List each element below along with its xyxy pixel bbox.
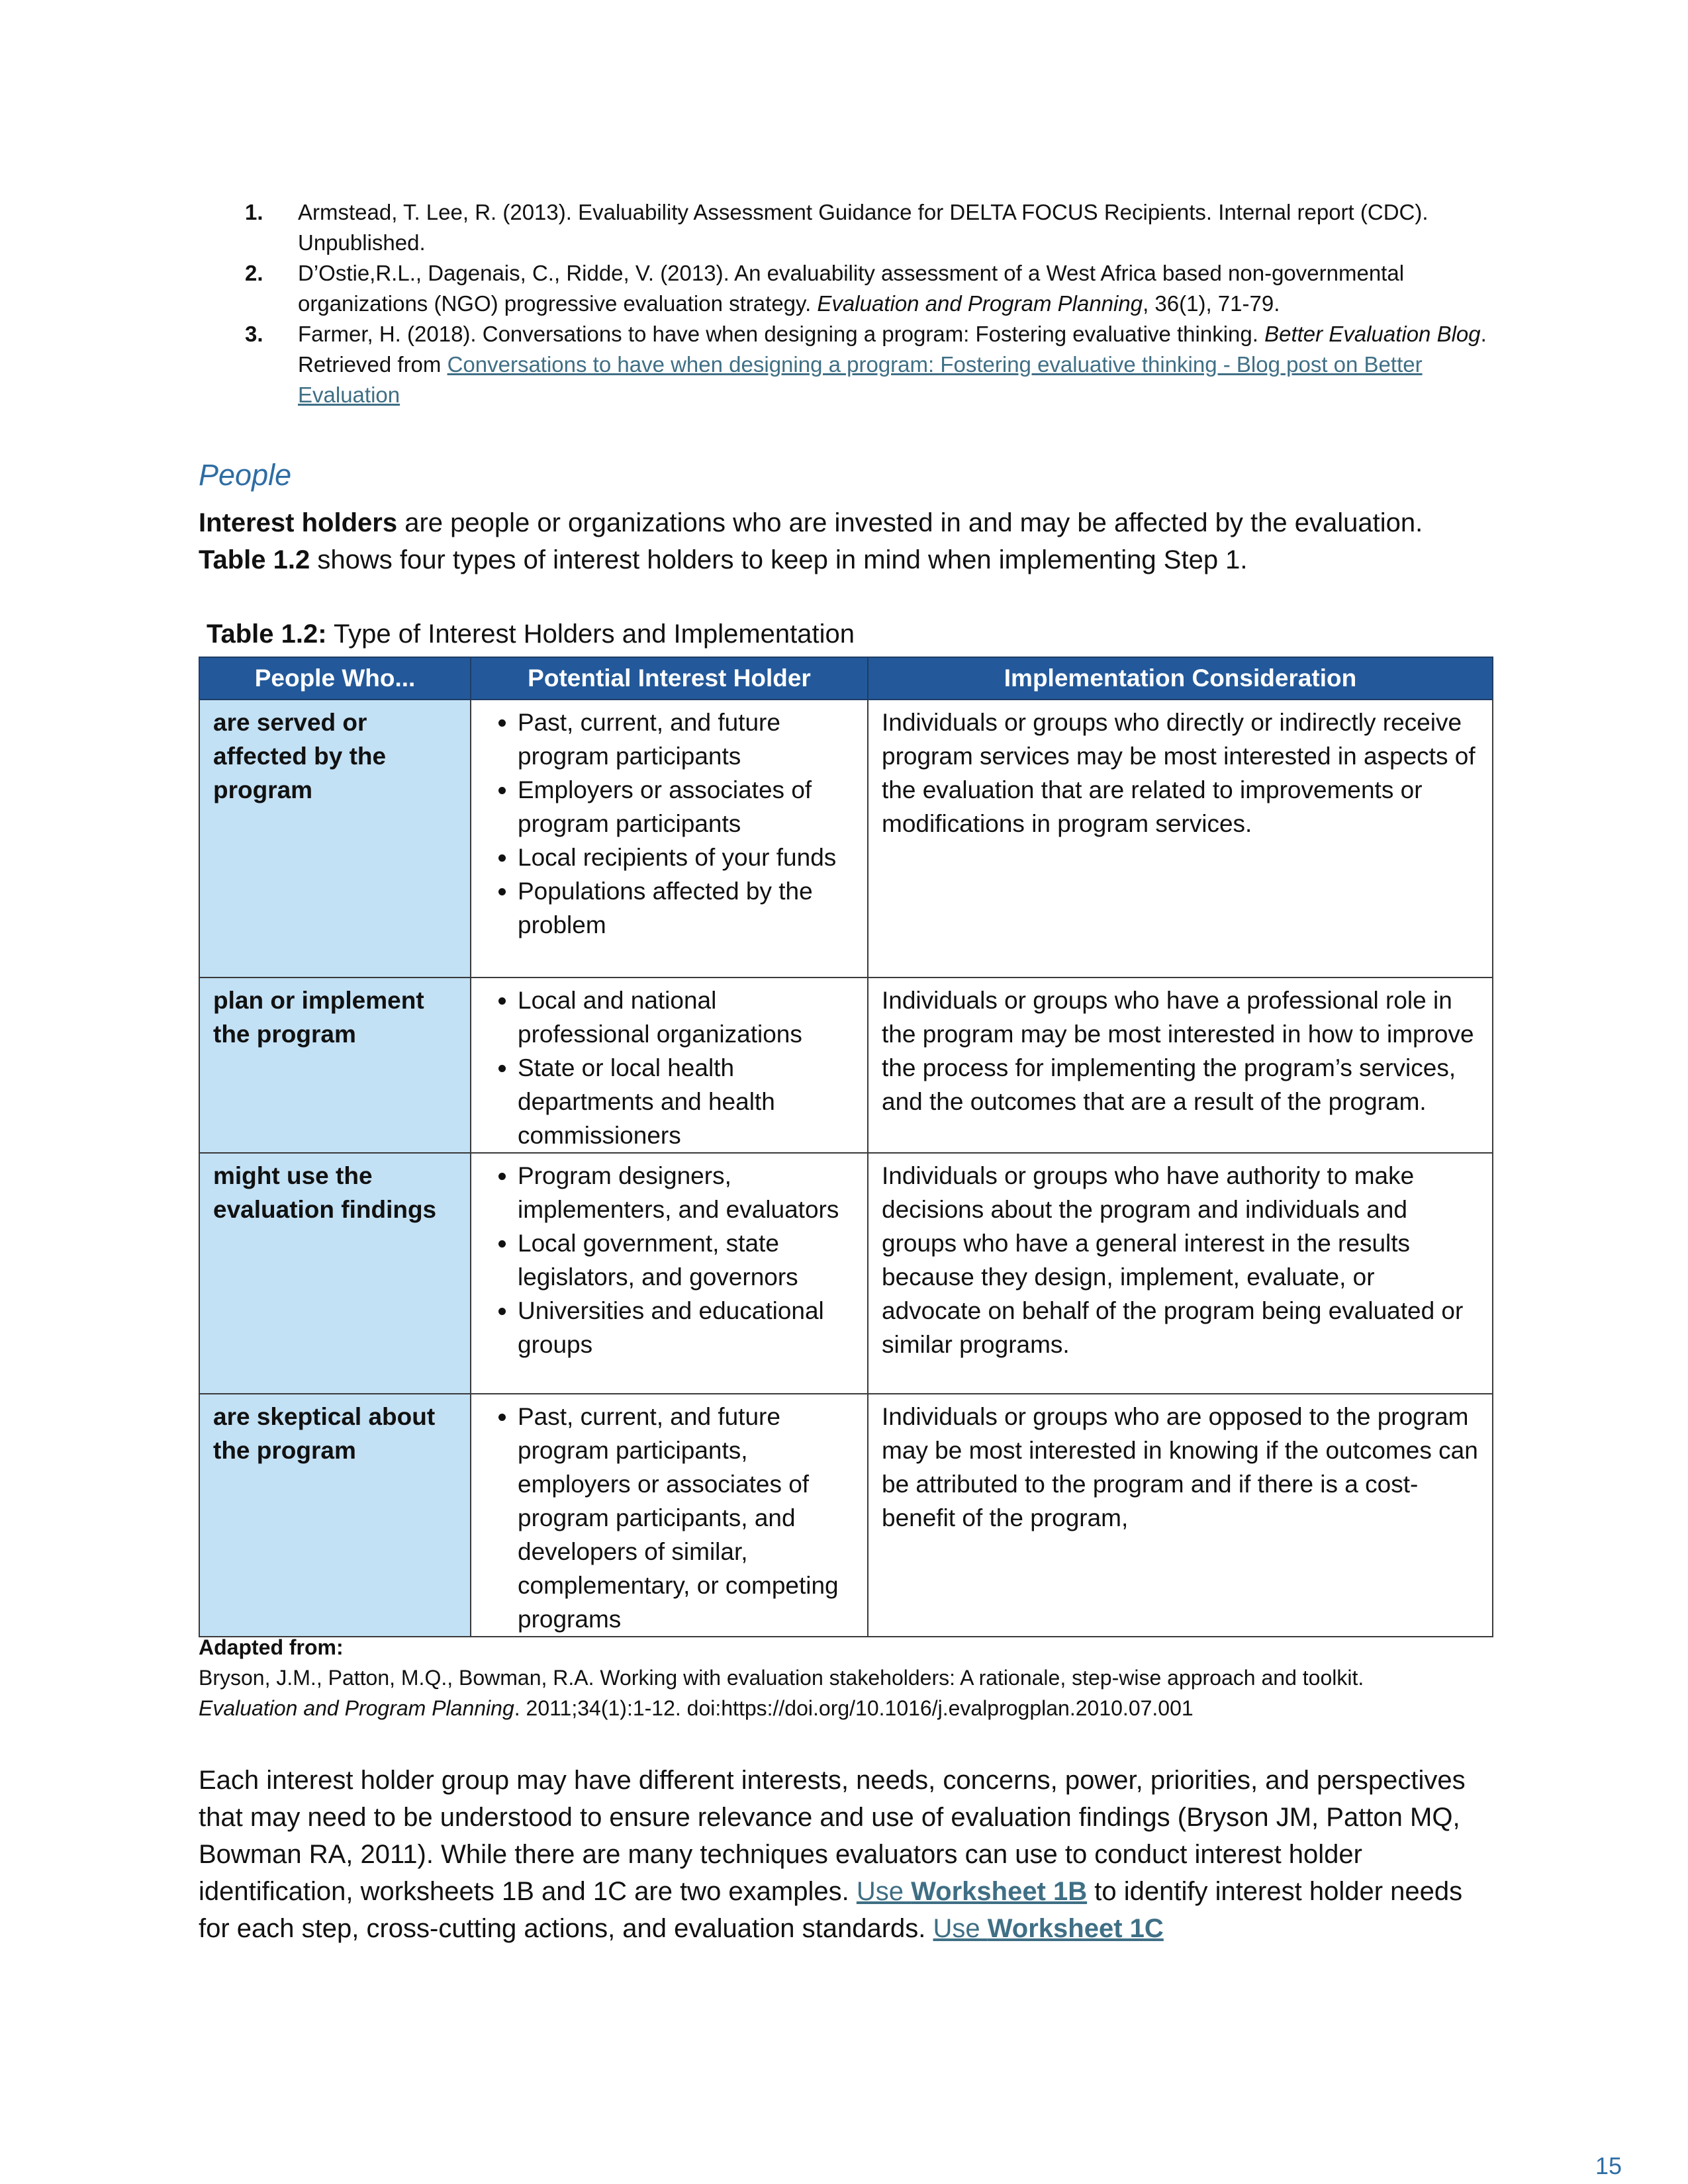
people-who-cell: plan or implement the program: [199, 978, 471, 1153]
link-label: Worksheet 1B: [911, 1877, 1088, 1906]
link-prefix: Use: [856, 1877, 912, 1906]
table-row: [199, 978, 1493, 1153]
link-prefix: Use: [933, 1914, 988, 1943]
intro-term: Interest holders: [199, 508, 398, 537]
interest-holder-cell: [471, 1394, 868, 1637]
intro-text: shows four types of interest holders to keep in mind when implementing Step 1.: [310, 545, 1248, 574]
source-citation: . 2011;34(1):1-12. doi:https://doi.org/10.1016/j.evalprogplan.2010.07.001: [514, 1696, 1194, 1720]
interest-holder-cell: [471, 1153, 868, 1394]
holder-item: • Local and national professional organizations: [518, 983, 854, 1051]
reference-item: [245, 197, 1489, 258]
source-journal: Evaluation and Program Planning: [199, 1696, 514, 1720]
holder-item: • Local government, state legislators, and governors: [518, 1226, 854, 1294]
reference-number: 1.: [245, 200, 263, 224]
column-header: People Who...: [199, 657, 471, 700]
consideration-cell: Individuals or groups who directly or indirectly receive program services may be most interested in aspects of the evaluation that are related to improvements or modifications in program services.: [868, 700, 1493, 978]
consideration-cell: Individuals or groups who are opposed to the program may be most interested in knowing if the outcomes can be attributed to the program and if there is a cost-benefit of the program,: [868, 1394, 1493, 1637]
consideration-cell: Individuals or groups who have authority to make decisions about the program and individuals and groups who have a general interest in the results because they design, implement, evaluate, or advocate on behalf of the program being evaluated or similar programs.: [868, 1153, 1493, 1394]
table-row: [199, 1394, 1493, 1637]
table-row: [199, 700, 1493, 978]
source-note: [199, 1632, 1496, 1723]
intro-text: are people or organizations who are invested in and may be affected by the evaluation.: [397, 508, 1423, 537]
people-who-cell: are served or affected by the program: [199, 700, 471, 978]
caption-text: Type of Interest Holders and Implementation: [326, 619, 855, 649]
source-text: Bryson, J.M., Patton, M.Q., Bowman, R.A. Working with evaluation stakeholders: A rationale, step-wise approach and toolkit.: [199, 1666, 1364, 1690]
interest-holders-table: [199, 657, 1493, 1637]
intro-table-ref: Table 1.2: [199, 545, 310, 574]
interest-holder-cell: [471, 700, 868, 978]
reference-item: [245, 258, 1489, 319]
reference-journal: Better Evaluation Blog: [1264, 322, 1481, 346]
people-who-cell: are skeptical about the program: [199, 1394, 471, 1637]
holder-item: • Local recipients of your funds: [518, 841, 854, 874]
caption-label: Table 1.2:: [207, 619, 327, 649]
people-who-cell: might use the evaluation findings: [199, 1153, 471, 1394]
table-header-row: [199, 657, 1493, 700]
link-label: Worksheet 1C: [987, 1914, 1164, 1943]
reference-item: [245, 319, 1489, 410]
interest-holder-cell: [471, 978, 868, 1153]
holder-item: • State or local health departments and health commissioners: [518, 1051, 854, 1152]
worksheet-1c-link[interactable]: [933, 1914, 1164, 1943]
reference-text: D’Ostie,R.L., Dagenais, C., Ridde, V. (2013). An evaluability assessment of a West Africa based non-governmental organizations (NGO) progressive evaluation strategy.: [298, 261, 1405, 316]
closing-text: to identify interest holder needs for each step, cross-cutting actions, and evaluation standards.: [199, 1877, 1463, 1943]
consideration-cell: Individuals or groups who have a professional role in the program may be most interested in how to improve the process for implementing the program’s services, and the outcomes that are a result of the program.: [868, 978, 1493, 1153]
worksheet-1b-link[interactable]: [857, 1877, 1087, 1906]
blog-post-link[interactable]: Conversations to have when designing a program: Fostering evaluative thinking - Blog post on Better Evaluation: [298, 352, 1423, 407]
table-row: [199, 1153, 1493, 1394]
intro-paragraph: [199, 504, 1489, 578]
holder-item: • Past, current, and future program participants: [518, 705, 854, 773]
holder-item: • Past, current, and future program participants, employers or associates of program participants, and developers of similar, complementary, or competing programs: [518, 1400, 854, 1636]
reference-text: Armstead, T. Lee, R. (2013). Evaluability Assessment Guidance for DELTA FOCUS Recipients. Internal report (CDC). Unpublished.: [298, 200, 1429, 255]
holder-item: • Employers or associates of program participants: [518, 773, 854, 841]
column-header: Implementation Consideration: [868, 657, 1493, 700]
reference-list: [245, 197, 1489, 410]
reference-number: 2.: [245, 261, 263, 285]
closing-text: Each interest holder group may have different interests, needs, concerns, power, priorities, and perspectives that may need to be understood to ensure relevance and use of evaluation findings (Bryson JM, Patton MQ, Bowman RA, 2011). While there are many techniques evaluators can use to conduct interest holder identification, worksheets 1B and 1C are two examples.: [199, 1766, 1466, 1906]
table-caption: [207, 619, 855, 649]
reference-text: Farmer, H. (2018). Conversations to have when designing a program: Fostering evaluative thinking.: [298, 322, 1265, 346]
source-label: Adapted from:: [199, 1635, 344, 1659]
section-heading-people: People: [199, 458, 292, 492]
holder-item: • Program designers, implementers, and evaluators: [518, 1159, 854, 1226]
holder-item: • Universities and educational groups: [518, 1294, 854, 1361]
reference-journal: Evaluation and Program Planning: [817, 291, 1143, 316]
page-number: 15: [1595, 2152, 1622, 2179]
reference-citation: , 36(1), 71-79.: [1143, 291, 1280, 316]
holder-item: • Populations affected by the problem: [518, 874, 854, 942]
reference-citation: . Retrieved from: [298, 322, 1487, 377]
column-header: Potential Interest Holder: [471, 657, 868, 700]
closing-paragraph: [199, 1762, 1499, 1947]
reference-number: 3.: [245, 322, 263, 346]
